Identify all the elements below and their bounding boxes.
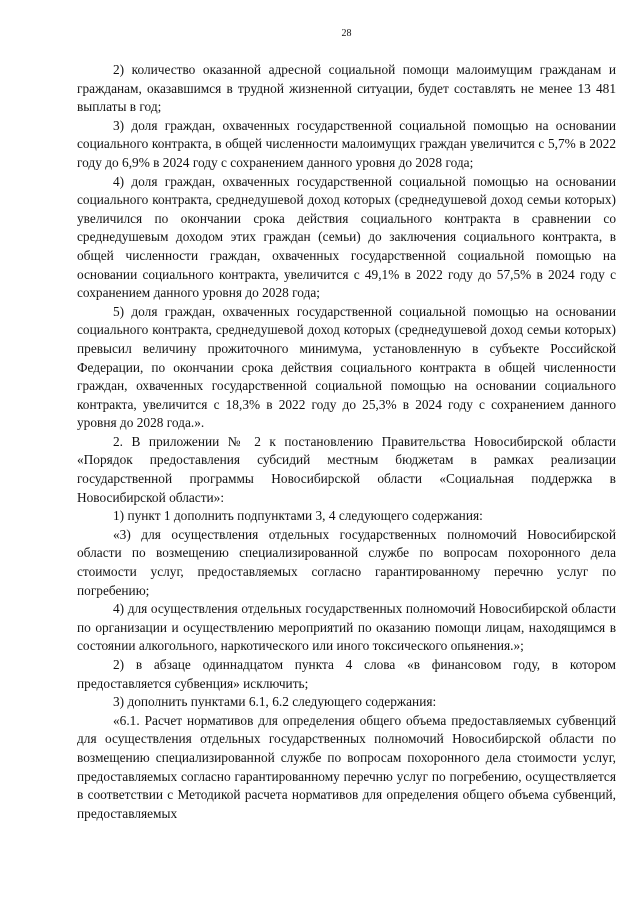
paragraph-section-2: 2. В приложении № 2 к постановлению Правительства Новосибирской области «Порядок предоставления субсидий местным бюджетам в рамках реализации государственной программы Новосибирской области «Социальная поддержка в Новосибирской области»:: [77, 433, 616, 505]
paragraph-item-1: 1) пункт 1 дополнить подпунктами 3, 4 следующего содержания:: [113, 508, 483, 524]
paragraph-point-6-1: «6.1. Расчет нормативов для определения общего объема предоставляемых субвенций для осуществления отдельных государственных полномочий Новосибирской области по возмещению специализированной службе по вопросам похоронного дела стоимости услуг, предоставляемых согласно гарантированному перечню услуг по погребению, осуществляется в соответствии с Методикой расчета нормативов для определения общего объема субвенций, предоставляемых: [77, 712, 616, 821]
paragraph-indicator-3: 3) доля граждан, охваченных государственной социальной помощью на основании социального контракта, в общей численности малоимущих граждан увеличится с 5,7% в 2022 году до 6,9% в 2024 году с сохранением данного уровня до 2028 года;: [77, 117, 616, 170]
page-number: 28: [341, 28, 352, 39]
paragraph-subitem-3: «3) для осуществления отдельных государственных полномочий Новосибирской области по возмещению специализированной службе по вопросам похоронного дела стоимости услуг, предоставляемых согласно гарантированному перечню услуг по погребению;: [77, 526, 616, 598]
paragraph-indicator-5: 5) доля граждан, охваченных государственной социальной помощью на основании социального контракта, среднедушевой доход которых (среднедушевой доход семьи которых) превысил величину прожиточного минимума, установленную в субъекте Российской Федерации, по окончании срока действия социального контракта в общей численности граждан, охваченных государственной социальной помощью на основании социального контракта, увеличится с 18,3% в 2022 году до 25,3% в 2024 году с сохранением данного уровня до 2028 года.».: [77, 303, 616, 431]
paragraph-item-2: 2) в абзаце одиннадцатом пункта 4 слова «в финансовом году, в котором предоставляется субвенция» исключить;: [77, 657, 616, 691]
paragraph-subitem-4: 4) для осуществления отдельных государственных полномочий Новосибирской области по организации и осуществлению мероприятий по оказанию помощи лицам, находящимся в состоянии алкогольного, наркотического или иного токсического опьянения.»;: [77, 601, 616, 654]
paragraph-indicator-4: 4) доля граждан, охваченных государственной социальной помощью на основании социального контракта, среднедушевой доход которых (среднедушевой доход семьи которых) увеличился по окончании срока действия социального контракта в сравнении со среднедушевым доходом этих граждан (семьи) до заключения социального контракта, в общей численности граждан, охваченных государственной социальной помощью на основании социального контракта, увеличится с 49,1% в 2022 году до 57,5% в 2024 году с сохранением данного уровня до 2028 года;: [77, 173, 616, 301]
paragraph-item-3: 3) дополнить пунктами 6.1, 6.2 следующего содержания:: [113, 694, 437, 710]
paragraph-indicator-2: 2) количество оказанной адресной социальной помощи малоимущим гражданам и гражданам, оказавшимся в трудной жизненной ситуации, будет составлять не менее 13 481 выплаты в год;: [77, 62, 616, 115]
